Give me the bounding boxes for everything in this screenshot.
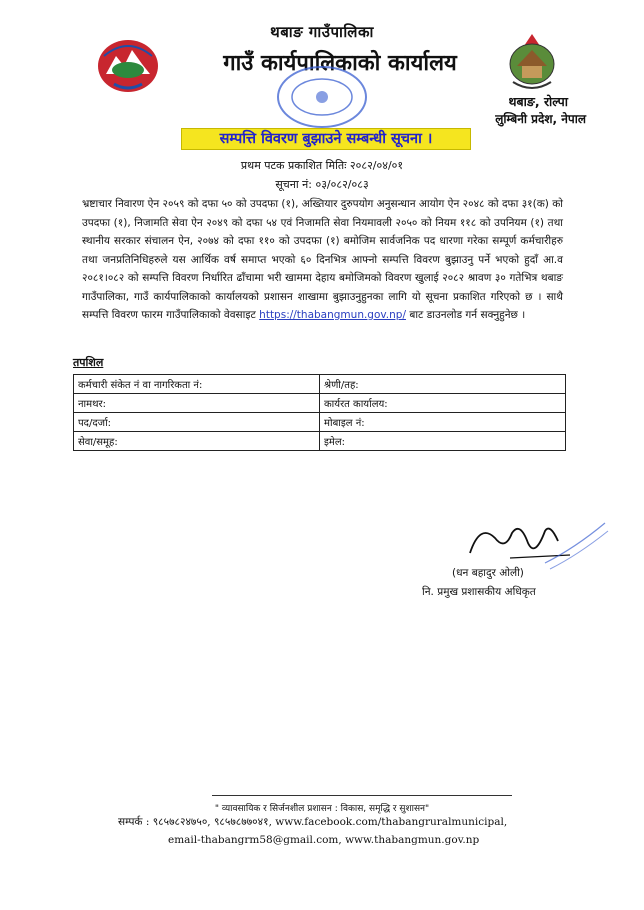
footer-divider	[212, 795, 512, 796]
table-cell: मोबाइल नं:	[320, 413, 566, 432]
table-cell: श्रेणी/तह:	[320, 375, 566, 394]
table-cell: पद/दर्जा:	[74, 413, 320, 432]
notice-title: सम्पत्ति विवरण बुझाउने सम्बन्धी सूचना ।	[181, 128, 471, 150]
table-row	[74, 413, 566, 432]
org-name: थबाङ गाउँपालिका	[270, 23, 374, 41]
notice-body-text: भ्रष्टाचार निवारण ऐन २०५९ को दफा ५० को उपदफा (१), अख्तियार दुरुपयोग अनुसन्धान आयोग ऐन २०४८ को दफा ३१(क) को उपदफा (१), निजामति सेवा ऐन २०४९ को दफा ५४ एवं निजामति सेवा नियमावली २०५० को नियम ११८ को उपनियम (१) तथा स्थानीय सरकार संचालन ऐन, २०७४ को दफा ११० को उपदफा (१) बमोजिम सार्वजनिक पद धारणा गरेका सम्पूर्ण कर्मचारीहरु तथा जनप्रतिनिधिहरुले यस आर्थिक वर्ष समाप्त भएको ६० दिनभित्र आफ्नो सम्पत्ति विवरण बुझाउनु पर्ने भएको हुदाँ आ.व २०८१।०८२ को सम्पत्ति विवरण निर्धारित ढाँचामा भरी खाममा देहाय बमोजिमको विवरण खुलाई २०८२ श्रावण ३० गतेभित्र थबाङ गाउँपालिका, गाउँ कार्यपालिकाको कार्यालयको प्रशासन शाखामा बुझाउनुहुनका लागि यो सूचना प्रकाशित गरिएको छ । साथै सम्पत्ति विवरण फारम गाउँपालिकाको वेवसाइट	[82, 198, 563, 321]
table-row	[74, 432, 566, 451]
contact-line-2: email-thabangrm58@gmail.com, www.thabangmun.gov.np	[168, 834, 480, 846]
contact-line-1: सम्पर्क : ९८५७८२४७५०, ९८५७८७७०४१, www.facebook.com/thabangruralmunicipal,	[118, 816, 508, 828]
table-cell: सेवा/समूह:	[74, 432, 320, 451]
nepal-emblem-icon	[96, 34, 160, 94]
table-cell: इमेल:	[320, 432, 566, 451]
table-row	[74, 394, 566, 413]
notice-body-suffix: बाट डाउनलोड गर्न सक्नुहुनेछ ।	[406, 309, 526, 321]
signatory-title: नि. प्रमुख प्रशासकीय अधिकृत	[422, 586, 536, 598]
signatory-name: (धन बहादुर ओली)	[452, 567, 524, 579]
reference-number: सूचना नं: ०३/०८२/०८३	[275, 178, 369, 191]
table-cell: कार्यरत कार्यालय:	[320, 394, 566, 413]
table-row	[74, 375, 566, 394]
address-line-1: थबाङ, रोल्पा	[508, 94, 568, 109]
office-stamp-icon	[274, 64, 370, 130]
published-date: प्रथम पटक प्रकाशित मितिः २०८२/०४/०१	[240, 159, 404, 172]
details-label: तपशिल	[73, 356, 104, 369]
table-cell: नामथर:	[74, 394, 320, 413]
footer-motto: " व्यावसायिक र सिर्जनशील प्रशासन : विकास, समृद्धि र सुशासन"	[214, 804, 430, 814]
website-link[interactable]: https://thabangmun.gov.np/	[259, 309, 406, 321]
table-cell: कर्मचारी संकेत नं वा नागरिकता नं:	[74, 375, 320, 394]
address-line-2: लुम्बिनी प्रदेश, नेपाल	[495, 112, 586, 126]
office-name: गाउँ कार्यपालिकाको कार्यालय	[223, 50, 457, 76]
details-table	[73, 374, 566, 451]
notice-body	[82, 195, 563, 325]
